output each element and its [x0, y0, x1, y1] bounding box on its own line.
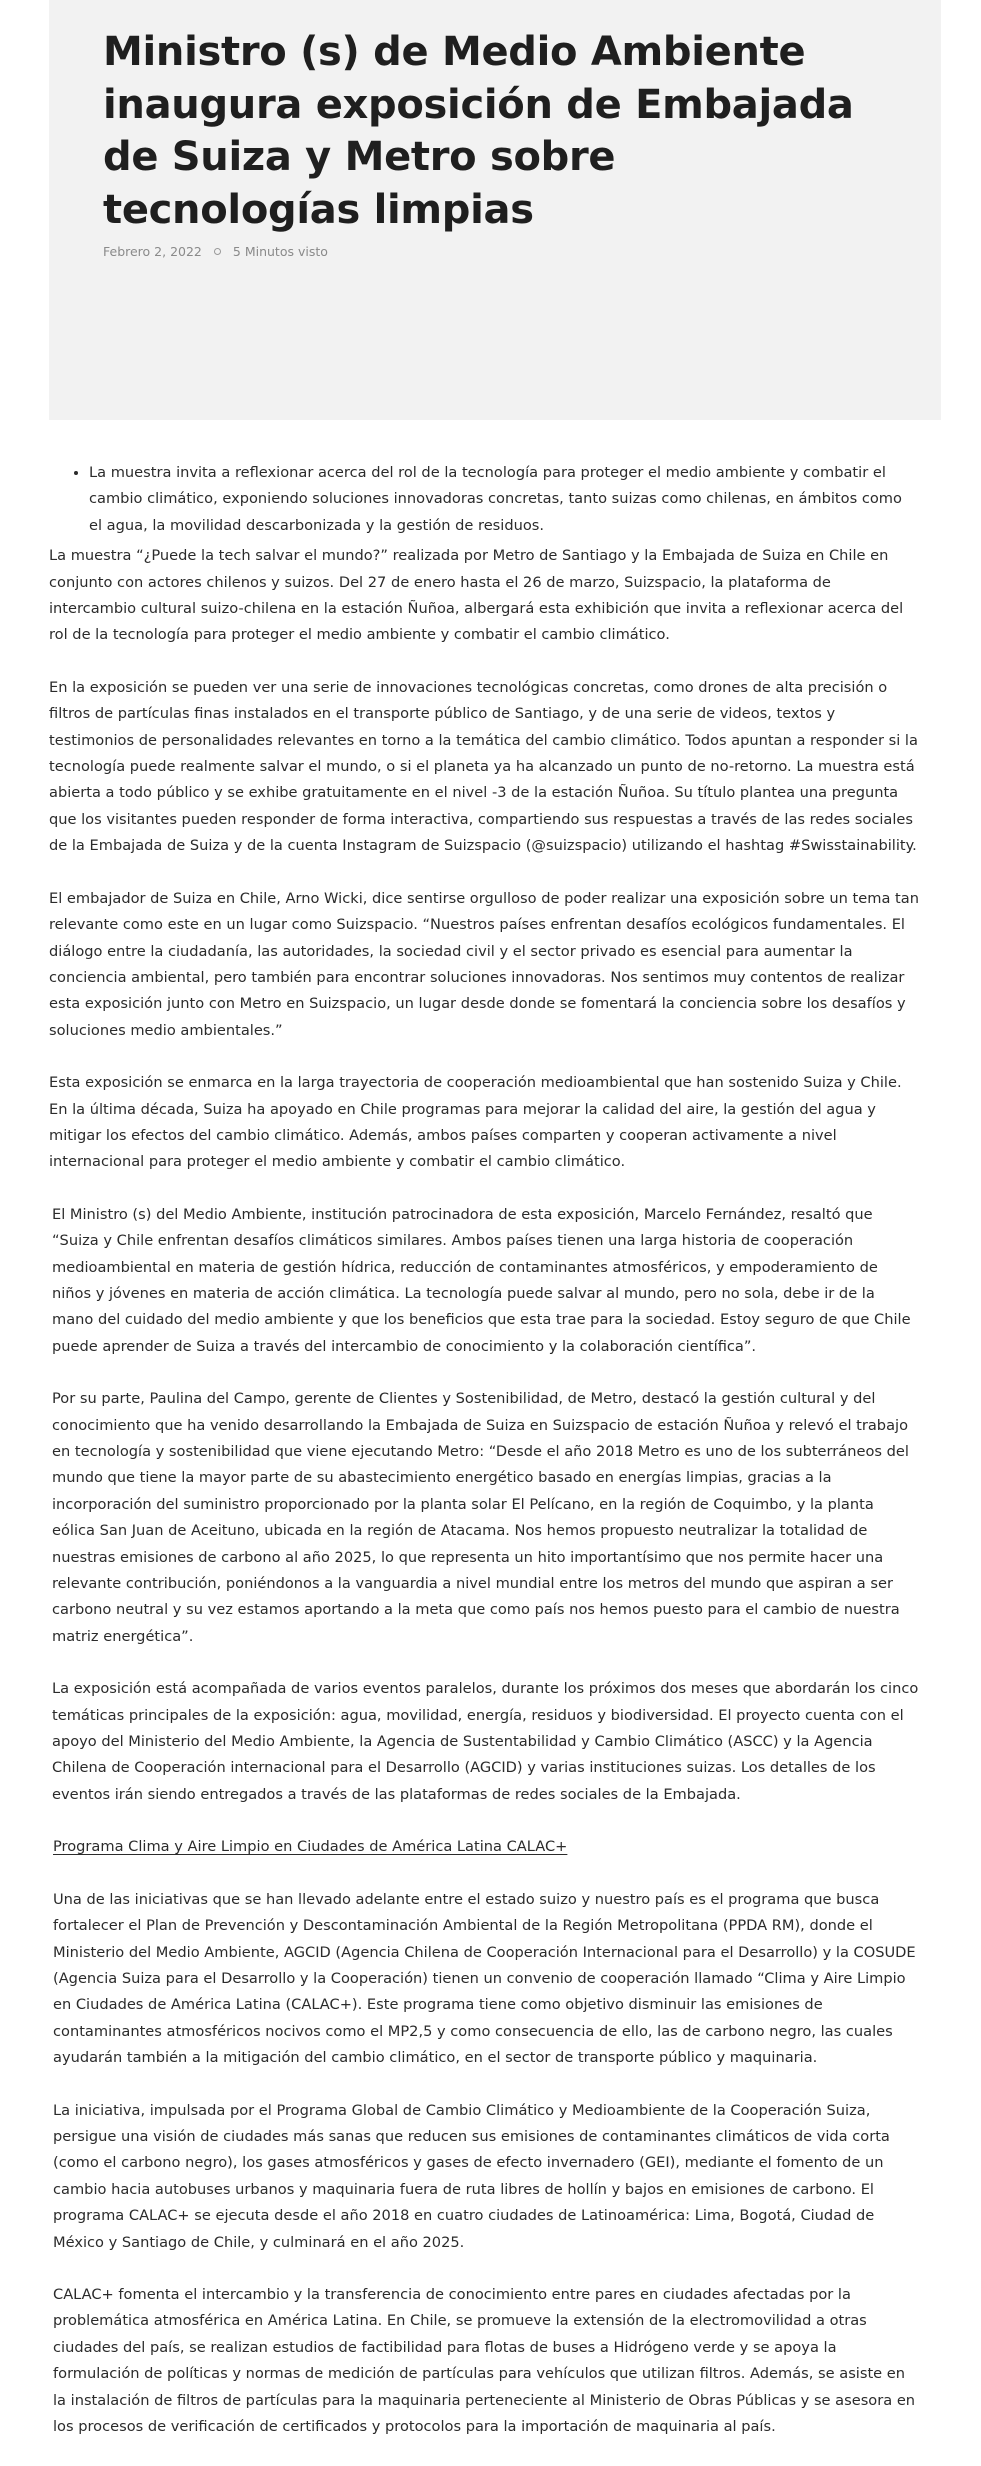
section-paragraph: CALAC+ fomenta el intercambio y la transferencia de conocimiento entre pares en ciudades afectadas por la problemática atmosférica en América Latina. En Chile, se promueve la extensión de la electromovilidad a otras ciudades del país, se realizan estudios de factibilidad para flotas de buses a Hidrógeno verde y se apoya la formulación de políticas y normas de medición de partículas para vehículos que utilizan filtros. Además, se asiste en la instalación de filtros de partículas para la maquinaria perteneciente al Ministerio de Obras Públicas y se asesora en los procesos de verificación de certificados y protocolos para la importación de maquinaria al país.: [53, 2285, 916, 2435]
section-paragraph: Una de las iniciativas que se han llevado adelante entre el estado suizo y nuestro país es el programa que busca fortalecer el Plan de Prevención y Descontaminación Ambiental de la Región Metropolitana (PPDA RM), donde el Ministerio del Medio Ambiente, AGCID (Agencia Chilena de Cooperación Internacional para el Desarrollo) y la COSUDE (Agencia Suiza para el Desarrollo y la Cooperación) tienen un convenio de cooperación llamado “Clima y Aire Limpio en Ciudades de América Latina (CALAC+). Este programa tiene como objetivo disminuir las emisiones de contaminantes atmosféricos nocivos como el MP2,5 y como consecuencia de ello, las de carbono negro, las cuales ayudarán también a la mitigación del cambio climático, en el sector de transporte público y maquinaria.: [53, 1890, 916, 2067]
highlight-item: • La muestra invita a reflexionar acerca del rol de la tecnología para proteger el medio ambiente y combatir el cambio climático, exponiendo soluciones innovadoras concretas, tanto suizas como chilenas, en ámbitos como el agua, la movilidad descarbonizada y la gestión de residuos.: [89, 460, 919, 539]
separator-circle-icon: [214, 248, 221, 255]
highlights-list: [49, 460, 919, 539]
section-heading: Programa Clima y Aire Limpio en Ciudades de América Latina CALAC+: [53, 1838, 568, 1856]
body-paragraph: El Ministro (s) del Medio Ambiente, institución patrocinadora de esta exposición, Marcelo Fernández, resaltó que “Suiza y Chile enfrentan desafíos climáticos similares. Ambos países tienen una larga historia de cooperación medioambiental en materia de gestión hídrica, reducción de contaminantes atmosféricos, y empoderamiento de niños y jóvenes en materia de acción climática. La tecnología puede salvar al mundo, pero no sola, debe ir de la mano del cuidado del medio ambiente y que los beneficios que esta trae para la sociedad. Estoy seguro de que Chile puede aprender de Suiza a través del intercambio de conocimiento y la colaboración científica”.: [52, 1205, 911, 1355]
body-paragraph: En la exposición se pueden ver una serie de innovaciones tecnológicas concretas, como drones de alta precisión o filtros de partículas finas instalados en el transporte público de Santiago, y de una serie de videos, textos y testimonios de personalidades relevantes en torno a la temática del cambio climático. Todos apuntan a responder si la tecnología puede realmente salvar el mundo, o si el planeta ya ha alcanzado un punto de no-retorno. La muestra está abierta a todo público y se exhibe gratuitamente en el nivel -3 de la estación Ñuñoa. Su título plantea una pregunta que los visitantes pueden responder de forma interactiva, compartiendo sus respuestas a través de las redes sociales de la Embajada de Suiza y de la cuenta Instagram de Suizspacio (@suizspacio) utilizando el hashtag #Swisstainability.: [49, 678, 918, 855]
article-body: [49, 460, 919, 2466]
body-paragraph: La exposición está acompañada de varios eventos paralelos, durante los próximos dos meses que abordarán los cinco temáticas principales de la exposición: agua, movilidad, energía, residuos y biodiversidad. El proyecto cuenta con el apoyo del Ministerio del Medio Ambiente, la Agencia de Sustentabilidad y Cambio Climático (ASCC) y la Agencia Chilena de Cooperación internacional para el Desarrollo (AGCID) y varias instituciones suizas. Los detalles de los eventos irán siendo entregados a través de las plataformas de redes sociales de la Embajada.: [52, 1680, 919, 1803]
section-paragraph: La iniciativa, impulsada por el Programa Global de Cambio Climático y Medioambiente de la Cooperación Suiza, persigue una visión de ciudades más sanas que reducen sus emisiones de contaminantes climáticos de vida corta (como el carbono negro), los gases atmosféricos y gases de efecto invernadero (GEI), mediante el fomento de un cambio hacia autobuses urbanos y maquinaria fuera de ruta libres de hollín y bajos en emisiones de carbono. El programa CALAC+ se ejecuta desde el año 2018 en cuatro ciudades de Latinoamérica: Lima, Bogotá, Ciudad de México y Santiago de Chile, y culminará en el año 2025.: [53, 2101, 890, 2251]
section-heading-paragraph: [49, 1834, 919, 1860]
article-read-time: 5 Minutos visto: [232, 244, 328, 259]
body-paragraph: Esta exposición se enmarca en la larga trayectoria de cooperación medioambiental que han sostenido Suiza y Chile. En la última década, Suiza ha apoyado en Chile programas para mejorar la calidad del aire, la gestión del agua y mitigar los efectos del cambio climático. Además, ambos países comparten y cooperan activamente a nivel internacional para proteger el medio ambiente y combatir el cambio climático.: [49, 1074, 902, 1171]
article-hero: [49, 0, 941, 420]
body-paragraph: La muestra “¿Puede la tech salvar el mundo?” realizada por Metro de Santiago y la Embajada de Suiza en Chile en conjunto con actores chilenos y suizos. Del 27 de enero hasta el 26 de marzo, Suizspacio, la plataforma de intercambio cultural suizo-chilena en la estación Ñuñoa, albergará esta exhibición que invita a reflexionar acerca del rol de la tecnología para proteger el medio ambiente y combatir el cambio climático.: [49, 547, 904, 644]
body-paragraph: Por su parte, Paulina del Campo, gerente de Clientes y Sostenibilidad, de Metro, destacó la gestión cultural y del conocimiento que ha venido desarrollando la Embajada de Suiza en Suizspacio de estación Ñuñoa y relevó el trabajo en tecnología y sostenibilidad que viene ejecutando Metro: “Desde el año 2018 Metro es uno de los subterráneos del mundo que tiene la mayor parte de su abastecimiento energético basado en energías limpias, gracias a la incorporación del suministro proporcionado por la planta solar El Pelícano, en la región de Coquimbo, y la planta eólica San Juan de Aceituno, ubicada en la región de Atacama. Nos hemos propuesto neutralizar la totalidad de nuestras emisiones de carbono al año 2025, lo que representa un hito importantísimo que nos permite hacer una relevante contribución, poniéndonos a la vanguardia a nivel mundial entre los metros del mundo que aspiran a ser carbono neutral y su vez estamos aportando a la meta que como país nos hemos puesto para el cambio de nuestra matriz energética”.: [52, 1390, 909, 1645]
body-paragraph: El embajador de Suiza en Chile, Arno Wicki, dice sentirse orgulloso de poder realizar una exposición sobre un tema tan relevante como este en un lugar como Suizspacio. “Nuestros países enfrentan desafíos ecológicos fundamentales. El diálogo entre la ciudadanía, las autoridades, la sociedad civil y el sector privado es esencial para aumentar la conciencia ambiental, pero también para encontrar soluciones innovadoras. Nos sentimos muy contentos de realizar esta exposición junto con Metro en Suizspacio, un lugar desde donde se fomentará la conciencia sobre los desafíos y soluciones medio ambientales.”: [49, 889, 919, 1039]
article-date: Febrero 2, 2022: [103, 244, 202, 259]
article-title: Ministro (s) de Medio Ambiente inaugura exposición de Embajada de Suiza y Metro sobre tecnologías limpias: [103, 29, 854, 233]
article-meta: [103, 244, 328, 259]
